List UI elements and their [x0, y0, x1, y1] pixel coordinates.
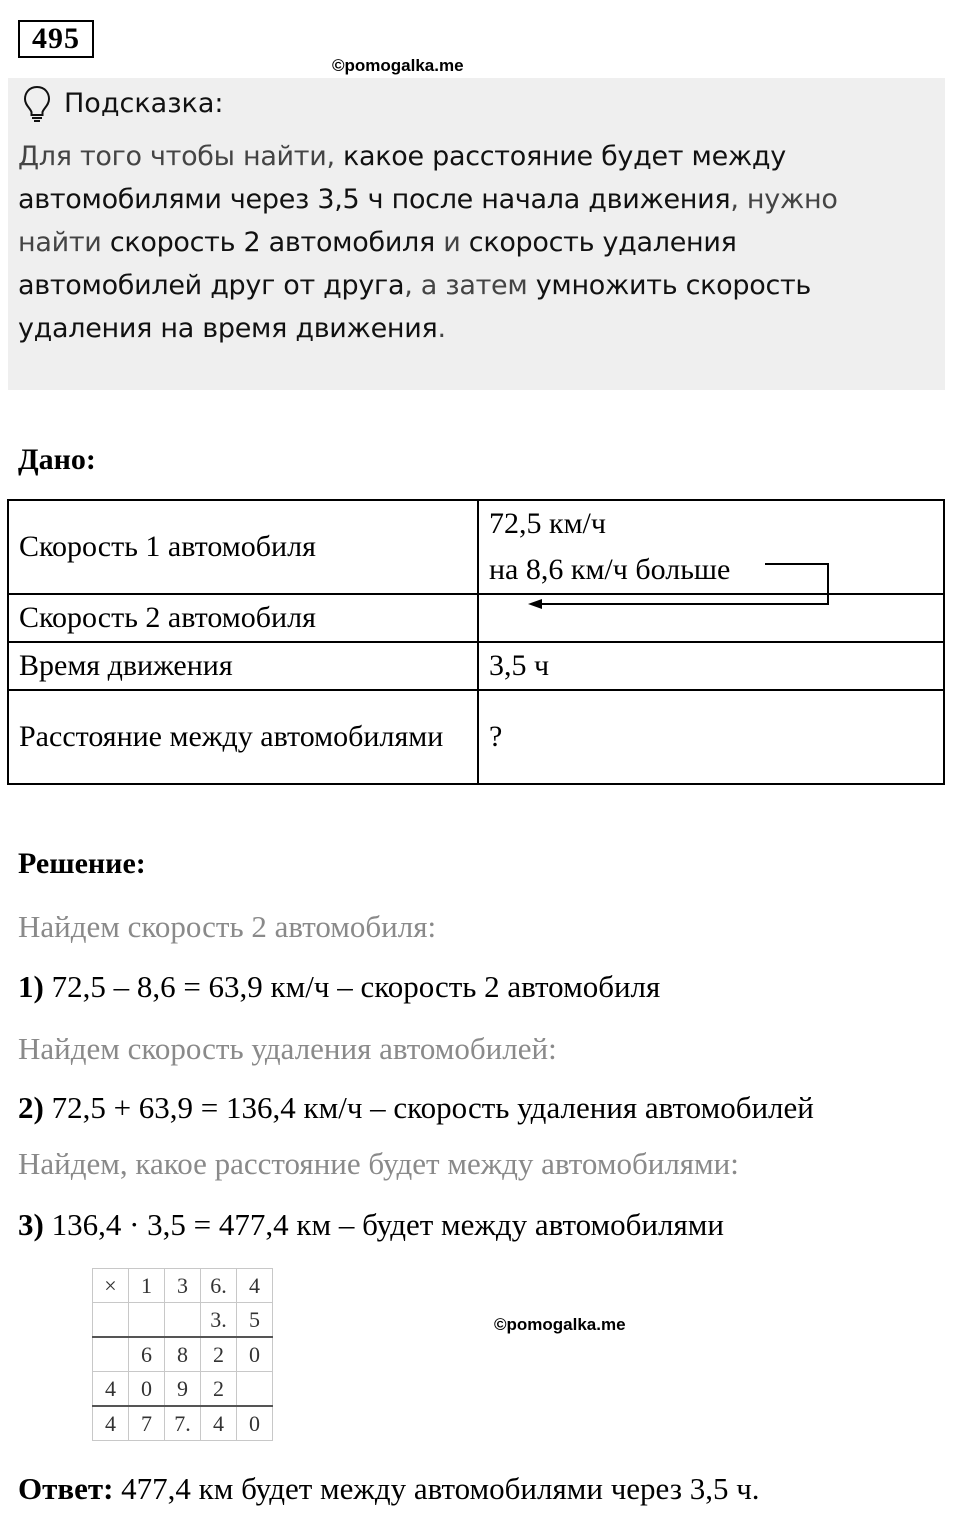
- calc-cell: [237, 1372, 273, 1407]
- calc-cell: [93, 1337, 129, 1372]
- given-table: [7, 499, 945, 785]
- given-label: Скорость 2 автомобиля: [8, 594, 478, 642]
- step3-line: [18, 1207, 724, 1243]
- hint-text: [18, 135, 918, 350]
- calc-cell: 4: [93, 1406, 129, 1441]
- hint-segment: и: [434, 227, 469, 258]
- step1-line: [18, 969, 660, 1005]
- hint-segment: Для того чтобы найти,: [18, 141, 344, 172]
- step1-number: 1): [18, 969, 44, 1004]
- solution-heading: Решение:: [18, 847, 146, 880]
- calc-cell: [165, 1303, 201, 1338]
- calc-cell: 6.: [201, 1269, 237, 1303]
- given-value: 3,5 ч: [478, 642, 944, 690]
- given-value-line: на 8,6 км/ч больше: [489, 553, 731, 586]
- task-number: 495: [18, 20, 94, 58]
- calc-cell: 7.: [165, 1406, 201, 1441]
- step2-number: 2): [18, 1090, 44, 1125]
- calc-cell: 8: [165, 1337, 201, 1372]
- calc-cell: 9: [165, 1372, 201, 1407]
- calc-cell: 6: [129, 1337, 165, 1372]
- calc-cell: 1: [129, 1269, 165, 1303]
- answer-line: [18, 1471, 760, 1507]
- step2-line: [18, 1090, 814, 1126]
- calc-cell: 2: [201, 1372, 237, 1407]
- step2-text: 72,5 + 63,9 = 136,4 км/ч – скорость удаления автомобилей: [43, 1090, 814, 1125]
- step3-note: Найдем, какое расстояние будет между автомобилями:: [18, 1146, 739, 1181]
- given-row: [8, 690, 944, 784]
- hint-emphasis: скорость удаления автомобилей друг от друга: [18, 227, 737, 301]
- calc-row: [93, 1269, 273, 1303]
- step1-text: 72,5 – 8,6 = 63,9 км/ч – скорость 2 автомобиля: [43, 969, 661, 1004]
- calc-row: [93, 1337, 273, 1372]
- hint-emphasis: скорость 2 автомобиля: [109, 227, 435, 258]
- given-value: ?: [478, 690, 944, 784]
- calc-cell: [93, 1303, 129, 1338]
- multiply-sign: ×: [93, 1269, 129, 1303]
- calc-cell: 0: [237, 1406, 273, 1441]
- calc-cell: 3.: [201, 1303, 237, 1338]
- calc-cell: 5: [237, 1303, 273, 1338]
- column-multiplication: [92, 1268, 273, 1441]
- calc-row: [93, 1406, 273, 1441]
- calc-cell: 4: [237, 1269, 273, 1303]
- hint-segment: , а затем: [404, 270, 536, 301]
- given-value-line: 72,5 км/ч: [489, 507, 606, 540]
- hint-title: Подсказка:: [64, 88, 224, 119]
- calc-cell: [129, 1303, 165, 1338]
- step3-number: 3): [18, 1207, 44, 1242]
- given-row: [8, 642, 944, 690]
- watermark-bottom: ©pomogalka.me: [494, 1315, 626, 1334]
- calc-cell: 0: [237, 1337, 273, 1372]
- step2-note: Найдем скорость удаления автомобилей:: [18, 1031, 557, 1066]
- calc-row: [93, 1372, 273, 1407]
- hint-emphasis: умножить скорость удаления на время движения: [18, 270, 812, 344]
- lightbulb-icon: [22, 84, 52, 124]
- step3-text: 136,4 · 3,5 = 477,4 км – будет между автомобилями: [43, 1207, 724, 1242]
- calc-cell: 0: [129, 1372, 165, 1407]
- hint-emphasis: какое расстояние будет между автомобилями через 3,5 ч после начала движения: [18, 141, 786, 215]
- calc-row: [93, 1303, 273, 1338]
- given-heading: Дано:: [18, 443, 96, 476]
- calc-cell: 4: [93, 1372, 129, 1407]
- answer-text: 477,4 км будет между автомобилями через 3,5 ч.: [113, 1471, 760, 1506]
- answer-label: Ответ:: [18, 1471, 114, 1506]
- given-label: Скорость 1 автомобиля: [8, 500, 478, 594]
- hint-segment: .: [437, 313, 446, 344]
- hint-segment: , нужно найти: [18, 184, 838, 258]
- given-label: Время движения: [8, 642, 478, 690]
- given-label: Расстояние между автомобилями: [8, 690, 478, 784]
- step1-note: Найдем скорость 2 автомобиля:: [18, 909, 437, 944]
- calc-cell: 2: [201, 1337, 237, 1372]
- calc-cell: 4: [201, 1406, 237, 1441]
- watermark: ©pomogalka.me: [332, 56, 464, 75]
- comparison-arrow: [520, 556, 840, 616]
- calc-cell: 7: [129, 1406, 165, 1441]
- calc-cell: 3: [165, 1269, 201, 1303]
